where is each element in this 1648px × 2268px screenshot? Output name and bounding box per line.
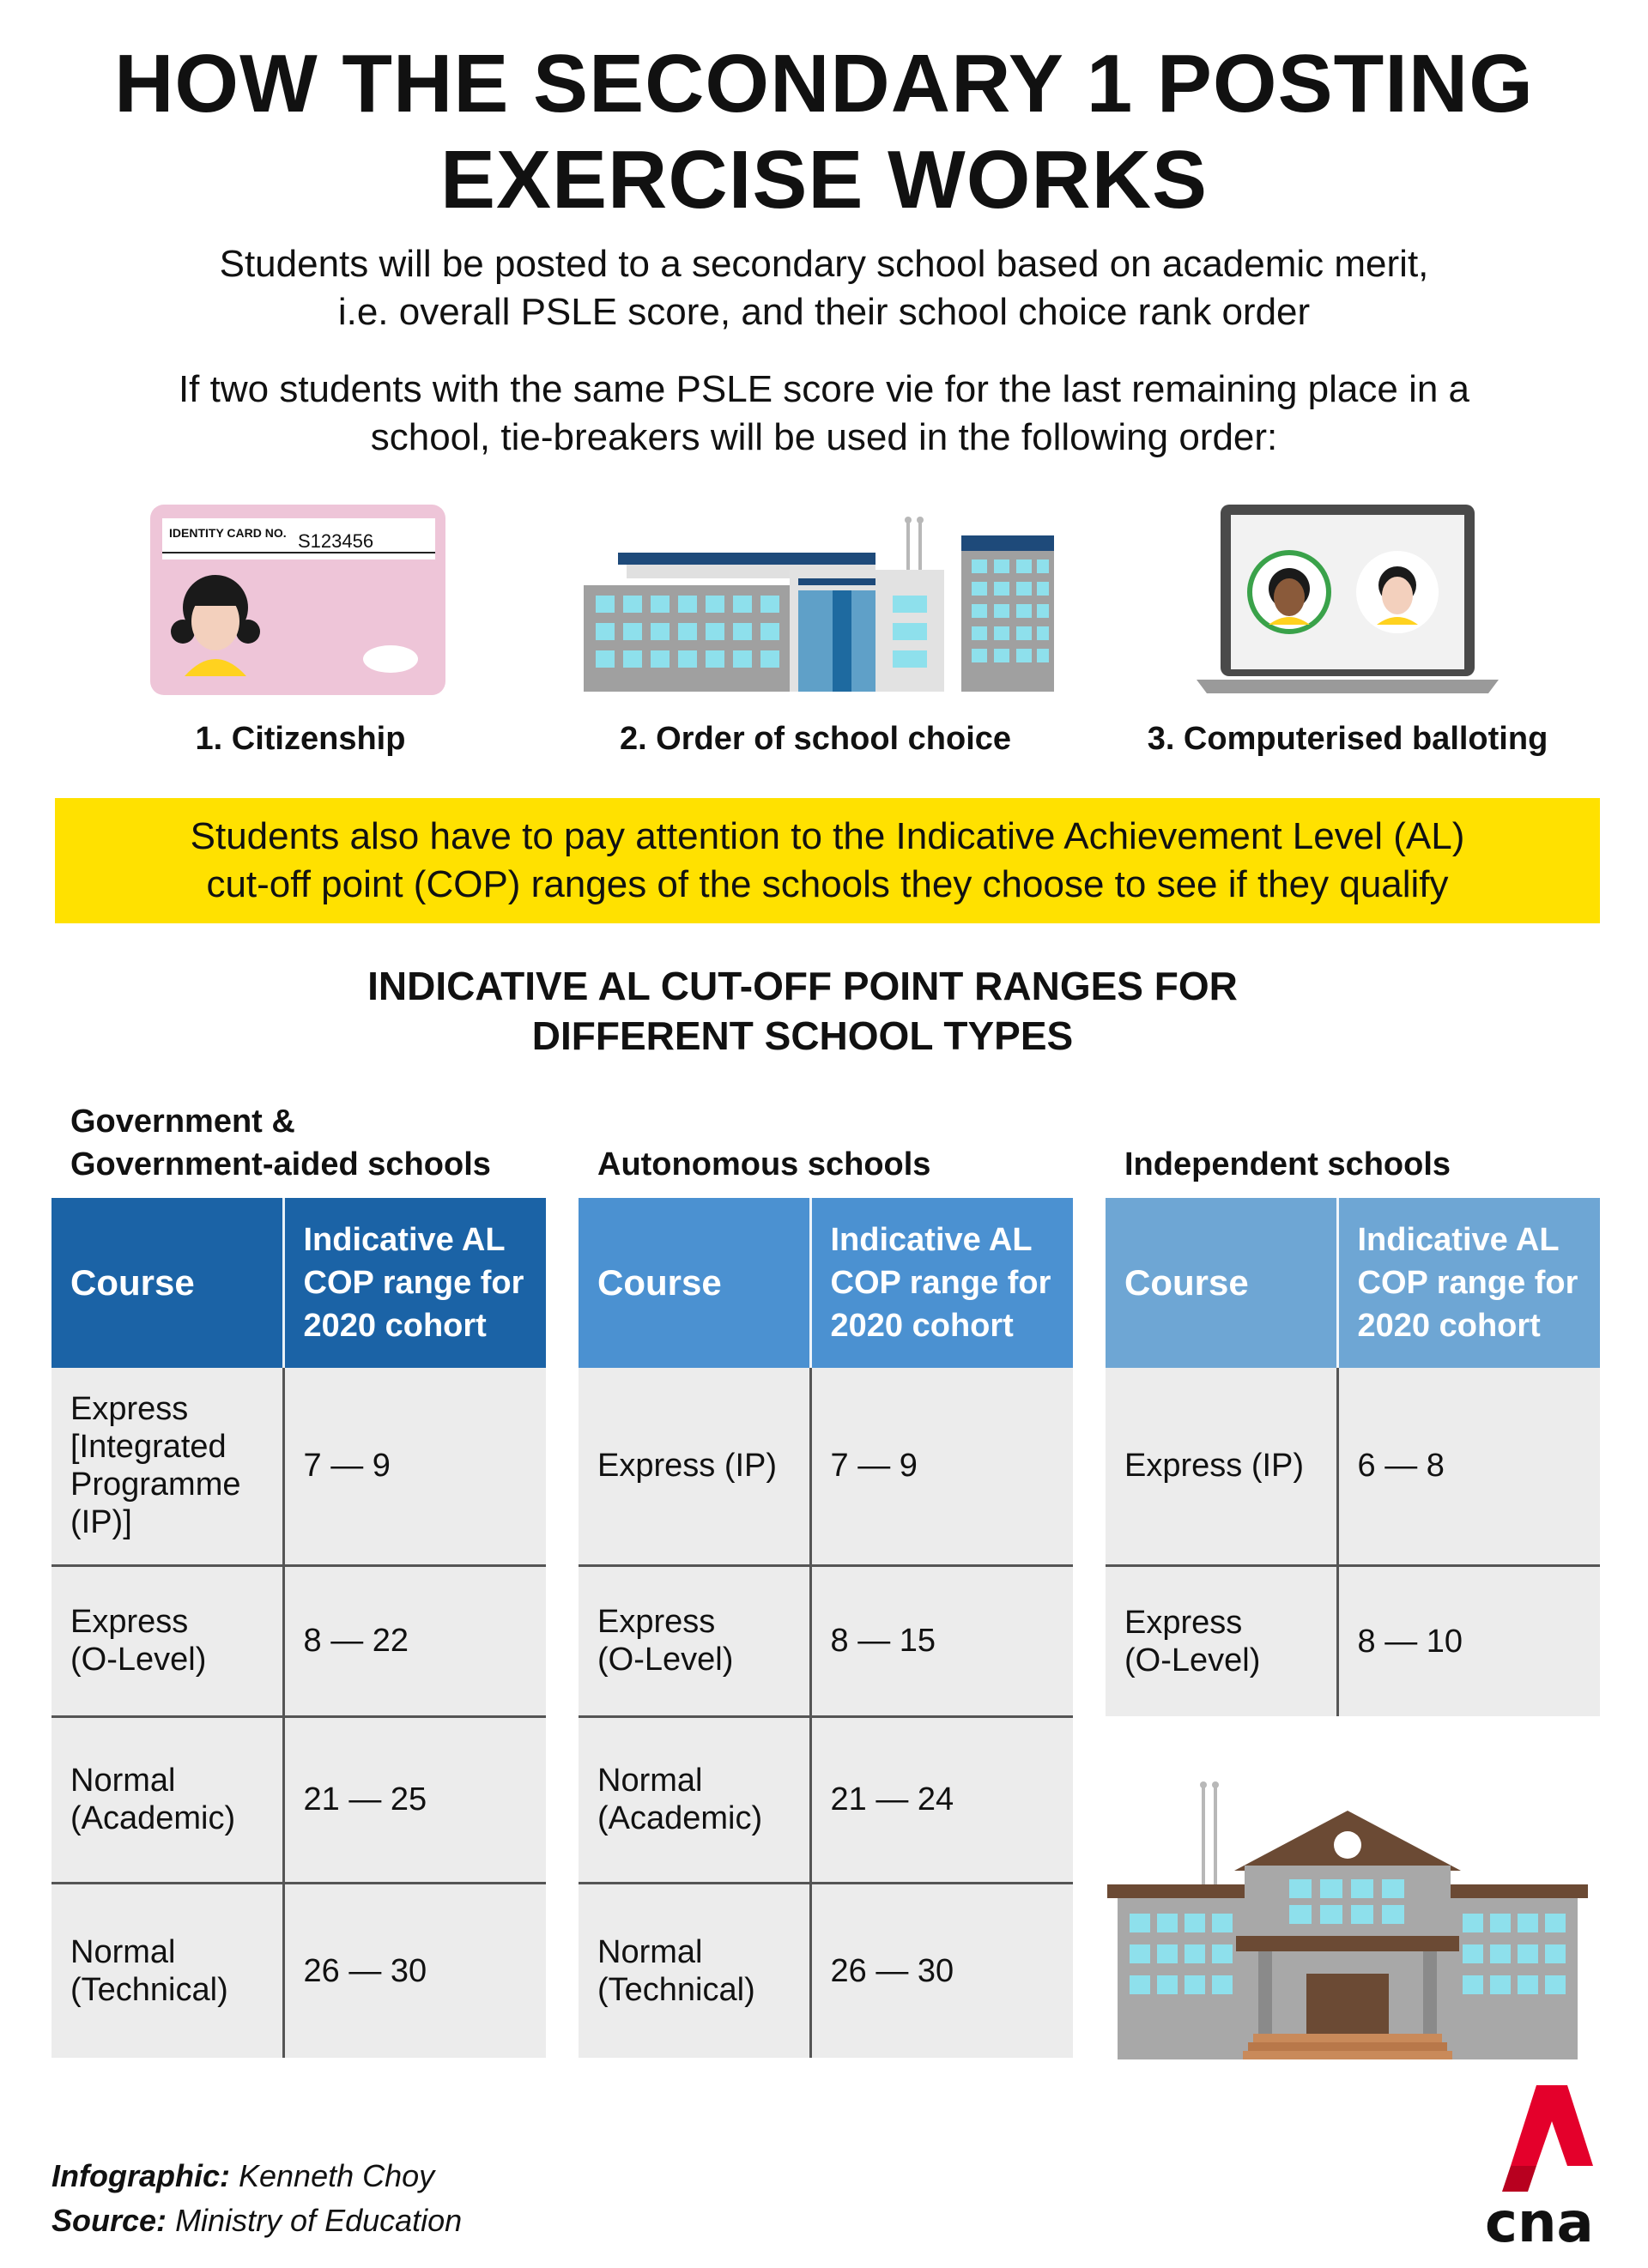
table-row [1106,1565,1600,1716]
table-row [52,1716,546,1883]
course-cell: Normal (Academic) [579,1716,810,1883]
tiebreaker-citizenship: 1. Citizenship [195,721,406,757]
subtitle-line: DIFFERENT SCHOOL TYPES [531,1013,1074,1058]
course-cell: Express (IP) [1106,1368,1337,1565]
range-cell: 7 — 9 [810,1368,1073,1565]
page-title [0,36,1648,228]
table-row [52,1565,546,1716]
school-building-icon [584,513,1054,692]
course-cell: Express (O-Level) [1106,1565,1337,1716]
table-row [1106,1368,1600,1565]
course-cell: Express (IP) [579,1368,810,1565]
course-header: Course [1106,1198,1337,1368]
id-card-label: IDENTITY CARD NO. [169,526,287,540]
intro-line: Students will be posted to a secondary school based on academic merit, [219,243,1429,285]
intro-line: i.e. overall PSLE score, and their school choice rank order [337,291,1311,333]
title-line-2: EXERCISE WORKS [439,134,1209,226]
table-header-row [579,1198,1073,1368]
table-title-government [70,1100,491,1186]
cop-table-independent [1106,1198,1600,1716]
credit-value: Kenneth Choy [239,2158,435,2193]
intro-merit [0,240,1648,336]
table-row [52,1368,546,1565]
course-cell: Express [Integrated Programme (IP)] [52,1368,283,1565]
table-row [579,1716,1073,1883]
intro-line: If two students with the same PSLE score vie for the last remaining place in a [178,368,1470,410]
tiebreaker-school-choice: 2. Order of school choice [619,721,1012,757]
range-cell: 8 — 15 [810,1565,1073,1716]
table-header-row [1106,1198,1600,1368]
credit-label: Infographic: [52,2158,230,2193]
section-subtitle [0,961,1605,1061]
range-cell: 6 — 8 [1337,1368,1600,1565]
identity-card-icon [150,505,445,695]
credit-infographic [52,2154,462,2198]
intro-line: school, tie-breakers will be used in the following order: [370,416,1278,458]
course-cell: Express (O-Level) [52,1565,283,1716]
table-row [579,1565,1073,1716]
range-cell: 8 — 22 [283,1565,546,1716]
cna-logo-icon [1485,2077,1596,2248]
title-line-1: HOW THE SECONDARY 1 POSTING [114,38,1534,130]
course-header: Course [579,1198,810,1368]
range-cell: 8 — 10 [1337,1565,1600,1716]
subtitle-line: INDICATIVE AL CUT-OFF POINT RANGES FOR [367,964,1238,1008]
cop-table-autonomous [579,1198,1073,2058]
course-cell: Normal (Technical) [579,1883,810,2058]
al-cop-notice [55,798,1600,923]
range-header: Indicative AL COP range for 2020 cohort [283,1198,546,1368]
laptop-ballot-icon [1197,505,1499,693]
range-cell: 26 — 30 [283,1883,546,2058]
school-illustration-icon [1107,1776,1588,2059]
course-cell: Normal (Technical) [52,1883,283,2058]
credit-label: Source: [52,2203,167,2238]
intro-tiebreak [0,366,1648,462]
range-header: Indicative AL COP range for 2020 cohort [1337,1198,1600,1368]
cop-table-government [52,1198,546,2058]
table-header-row [52,1198,546,1368]
tiebreaker-balloting: 3. Computerised balloting [1147,721,1548,757]
table-title-line: Government-aided schools [70,1146,491,1182]
id-card-number: S123456 [298,530,374,552]
table-row [579,1368,1073,1565]
cna-logo-text: cna [1485,2192,1594,2248]
range-cell: 21 — 25 [283,1716,546,1883]
table-row [579,1883,1073,2058]
course-header: Course [52,1198,283,1368]
table-row [52,1883,546,2058]
notice-line: Students also have to pay attention to the Indicative Achievement Level (AL) [190,815,1465,857]
range-cell: 7 — 9 [283,1368,546,1565]
range-cell: 21 — 24 [810,1716,1073,1883]
course-cell: Express (O-Level) [579,1565,810,1716]
notice-line: cut-off point (COP) ranges of the schools they choose to see if they qualify [206,863,1449,905]
credit-source [52,2198,462,2243]
course-cell: Normal (Academic) [52,1716,283,1883]
table-title-line: Government & [70,1104,295,1140]
table-title-autonomous: Autonomous schools [597,1146,931,1182]
table-title-independent: Independent schools [1124,1146,1451,1182]
range-header: Indicative AL COP range for 2020 cohort [810,1198,1073,1368]
range-cell: 26 — 30 [810,1883,1073,2058]
credits [52,2154,462,2243]
credit-value: Ministry of Education [175,2203,463,2238]
